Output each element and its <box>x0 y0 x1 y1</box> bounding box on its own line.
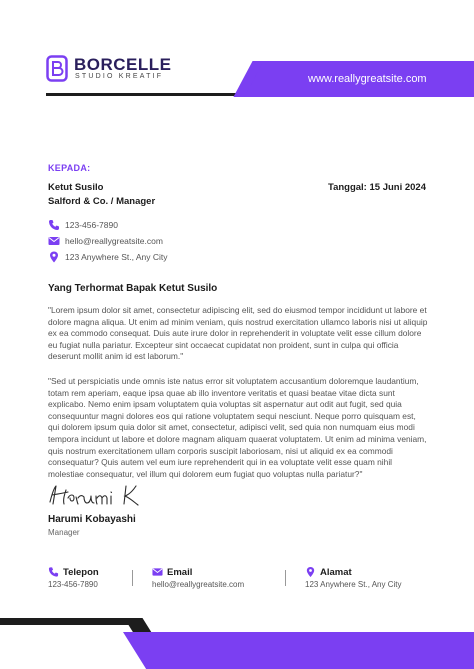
footer-address-value: 123 Anywhere St., Any City <box>305 580 402 589</box>
footer-phone-title: Telepon <box>63 566 99 578</box>
letter-date: Tanggal: 15 Juni 2024 <box>327 182 426 193</box>
footer-address <box>305 566 402 589</box>
recipient-phone-row <box>48 219 118 231</box>
letter-paragraph-2: "Sed ut perspiciatis unde omnis iste natus error sit voluptatem accusantium doloremque laudantium, totam rem aperiam, eaque ipsa quae ab illo inventore veritatis et quasi beatae vitae dicta sunt explicabo. Nemo enim ipsam voluptatem quia voluptas sit aspernatur aut odit aut fugit, sed quia consequuntur magni dolores eos qui ratione voluptatem sequi nesciunt. Neque porro quisquam est, qui dolorem ipsum quia dolor sit amet, consectetur, adipisci velit, sed quia non numquam eius modi tempora incidunt ut labore et dolore magnam aliquam quaerat voluptatem. Ut enim ad minima veniam, quis nostrum exercitationem ullam corporis suscipit laboriosam, nisi ut aliquid ex ea commodi consequatur? Quis autem vel eum iure reprehenderit qui in ea voluptate velit esse quam nihil molestiae consequatur, vel illum qui dolorem eum fugiat quo voluptas nulla pariatur?" <box>48 376 427 479</box>
phone-icon <box>48 219 60 231</box>
footer-divider <box>285 570 286 586</box>
footer-purple-band <box>160 632 474 669</box>
website-link[interactable]: www.reallygreatsite.com <box>308 73 427 85</box>
mail-icon <box>152 566 163 578</box>
location-pin-icon <box>48 251 60 263</box>
footer-address-title: Alamat <box>320 566 352 578</box>
footer-phone-value: 123-456-7890 <box>48 580 98 589</box>
letter-salutation: Yang Terhormat Bapak Ketut Susilo <box>48 283 218 294</box>
logo-b-icon <box>46 55 68 82</box>
footer-email <box>152 566 244 589</box>
handwritten-signature <box>46 480 156 508</box>
recipient-name: Ketut Susilo <box>48 182 104 193</box>
recipient-phone: 123-456-7890 <box>65 220 118 230</box>
signer-name: Harumi Kobayashi <box>48 514 136 525</box>
location-pin-icon <box>305 566 316 578</box>
footer-email-title: Email <box>167 566 193 578</box>
brand-tagline: STUDIO KREATIF <box>75 73 164 80</box>
header-divider <box>46 93 236 96</box>
recipient-address: 123 Anywhere St., Any City <box>65 252 168 262</box>
recipient-company: Salford & Co. / Manager <box>48 196 156 207</box>
recipient-address-row <box>48 251 168 263</box>
mail-icon <box>48 235 60 247</box>
brand-name: BORCELLE <box>74 55 172 74</box>
recipient-label: KEPADA: <box>48 163 91 173</box>
letter-paragraph-1: "Lorem ipsum dolor sit amet, consectetur adipiscing elit, sed do eiusmod tempor incididunt ut labore et dolore magna aliqua. Ut enim ad minim veniam, quis nostrud exercitation ullamco laboris nisi ut aliquip ex ea commodo consequat. Duis aute irure dolor in reprehenderit in voluptate velit esse cillum dolore eu fugiat nulla pariatur. Excepteur sint occaecat cupidatat non proident, sunt in culpa qui officia deserunt mollit anim id est laborum." <box>48 305 428 362</box>
recipient-email[interactable]: hello@reallygreatsite.com <box>65 236 163 246</box>
phone-icon <box>48 566 59 578</box>
footer-divider <box>132 570 133 586</box>
signer-role: Manager <box>48 528 80 537</box>
recipient-email-row <box>48 235 163 247</box>
footer-email-value[interactable]: hello@reallygreatsite.com <box>152 580 245 589</box>
footer-phone <box>48 566 99 589</box>
